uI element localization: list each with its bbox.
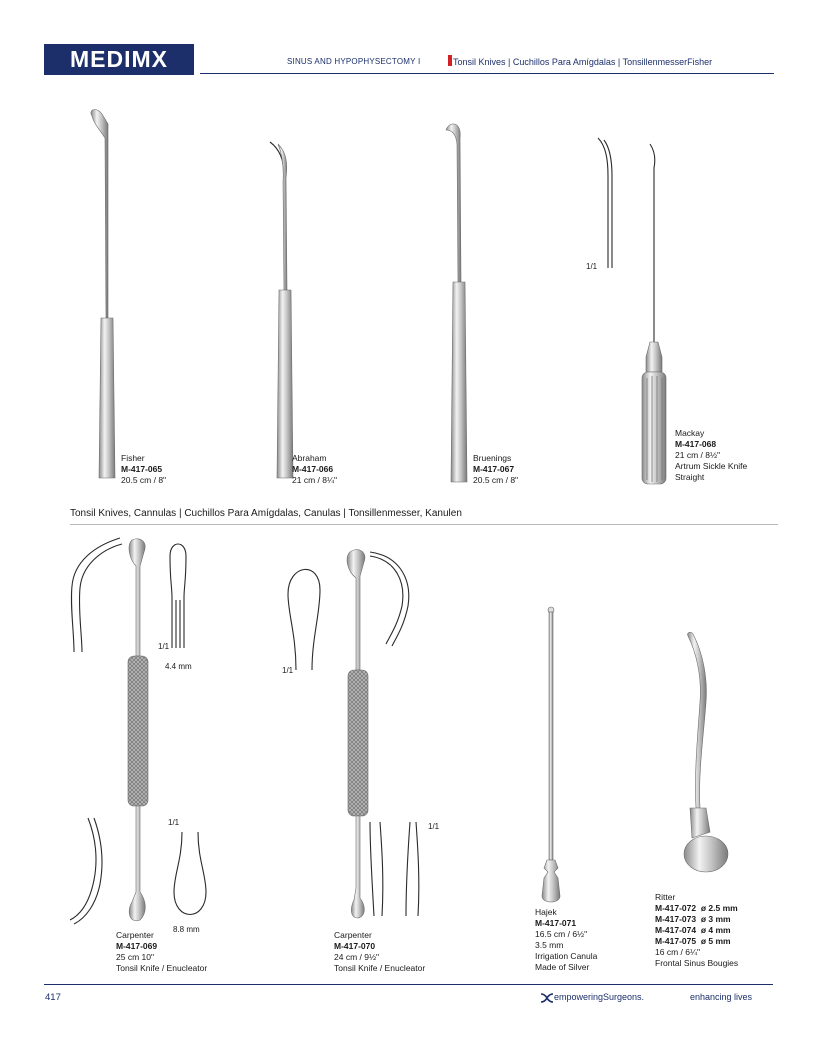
- hajek-size: 16.5 cm / 6½": [535, 929, 588, 939]
- carpenter2-bottom-lines-image: [366, 820, 446, 920]
- hajek-desc2: Made of Silver: [535, 962, 590, 972]
- bruenings-instrument-image: [440, 122, 480, 482]
- ritter-desc: Frontal Sinus Bougies: [655, 958, 739, 968]
- logo-text: MEDIMX: [70, 46, 168, 72]
- ritter-item-1: [655, 903, 738, 914]
- carpenter2-name: Carpenter: [334, 930, 372, 940]
- footer-rule: [44, 984, 773, 985]
- fisher-caption: [121, 453, 166, 486]
- medimx-mark-icon: [540, 993, 554, 1003]
- ritter-code-4: M-417-075: [655, 936, 697, 946]
- hajek-dim: 3.5 mm: [535, 940, 564, 950]
- carpenter1-scale-top: 1/1: [158, 642, 170, 651]
- ritter-item-2: [655, 914, 738, 925]
- mackay-code: M-417-068: [675, 439, 717, 449]
- page-number: 417: [45, 992, 61, 1003]
- abraham-caption: [292, 453, 337, 486]
- fisher-name: Fisher: [121, 453, 145, 463]
- mackay-desc1: Artrum Sickle Knife: [675, 461, 748, 471]
- carpenter2-top-tip-image: [286, 554, 326, 674]
- ritter-code-2: M-417-073: [655, 914, 697, 924]
- carpenter2-scale-bottom: 1/1: [428, 822, 440, 831]
- carpenter1-top-curve-image: [64, 536, 124, 656]
- footer-slogan: empoweringSurgeons.: [554, 992, 645, 1002]
- bruenings-size: 20.5 cm / 8": [473, 475, 519, 485]
- carpenter2-desc: Tonsil Knife / Enucleator: [334, 963, 426, 973]
- carpenter2-size: 24 cm / 9½": [334, 952, 380, 962]
- ritter-name: Ritter: [655, 892, 676, 902]
- carpenter1-desc: Tonsil Knife / Enucleator: [116, 963, 208, 973]
- carpenter1-name: Carpenter: [116, 930, 154, 940]
- section-rule: [70, 524, 778, 525]
- carpenter2-scale-top: 1/1: [282, 666, 294, 675]
- ritter-size: 16 cm / 6¼": [655, 947, 701, 957]
- mackay-scale: 1/1: [586, 262, 598, 271]
- ritter-dim-3: ø 4 mm: [700, 925, 731, 935]
- abraham-size: 21 cm / 8¼": [292, 475, 338, 485]
- mackay-name: Mackay: [675, 428, 705, 438]
- hajek-code: M-417-071: [535, 918, 577, 928]
- carpenter1-top-tip-image: [168, 536, 188, 656]
- mackay-instrument-image: [632, 142, 672, 488]
- abraham-code: M-417-066: [292, 464, 334, 474]
- fisher-size: 20.5 cm / 8": [121, 475, 167, 485]
- carpenter2-side-curve-image: [368, 550, 418, 650]
- carpenter1-bottom-curve-image: [68, 816, 108, 926]
- ritter-instrument-image: [672, 632, 742, 882]
- header-rule: [200, 73, 774, 74]
- carpenter1-size: 25 cm 10": [116, 952, 154, 962]
- bruenings-caption: [473, 453, 518, 486]
- section-title: Tonsil Knives, Cannulas | Cuchillos Para Amígdalas, Canulas | Tonsillenmesser, Kanulen: [70, 508, 462, 519]
- carpenter1-caption: [116, 930, 207, 974]
- ritter-item-3: [655, 925, 738, 936]
- bruenings-name: Bruenings: [473, 453, 512, 463]
- bruenings-code: M-417-067: [473, 464, 515, 474]
- hajek-instrument-image: [536, 606, 566, 906]
- ritter-code-1: M-417-072: [655, 903, 697, 913]
- carpenter1-dim-bottom: 8.8 mm: [173, 925, 200, 934]
- fisher-code: M-417-065: [121, 464, 163, 474]
- hajek-caption: [535, 907, 597, 973]
- footer-tagline: enhancing lives: [690, 992, 753, 1002]
- carpenter1-bottom-tip-image: [172, 830, 208, 925]
- carpenter2-code: M-417-070: [334, 941, 376, 951]
- fisher-instrument-image: [80, 108, 140, 488]
- mackay-size: 21 cm / 8½": [675, 450, 721, 460]
- header-title: Tonsil Knives | Cuchillos Para Amígdalas | TonsillenmesserFisher: [453, 57, 713, 67]
- ritter-dim-1: ø 2.5 mm: [700, 903, 738, 913]
- carpenter1-code: M-417-069: [116, 941, 158, 951]
- carpenter1-scale-bottom: 1/1: [168, 818, 180, 827]
- hajek-desc1: Irrigation Canula: [535, 951, 598, 961]
- mackay-desc2: Straight: [675, 472, 705, 482]
- ritter-item-4: [655, 936, 738, 947]
- medimx-logo: [44, 44, 194, 75]
- carpenter2-caption: [334, 930, 425, 974]
- hajek-name: Hajek: [535, 907, 557, 917]
- header-marker: [448, 55, 452, 66]
- mackay-detail-image: [596, 136, 626, 276]
- abraham-instrument-image: [264, 138, 304, 478]
- ritter-dim-4: ø 5 mm: [700, 936, 731, 946]
- ritter-dim-2: ø 3 mm: [700, 914, 731, 924]
- carpenter1-dim-top: 4.4 mm: [165, 662, 192, 671]
- header-section: SINUS AND HYPOPHYSECTOMY I: [287, 57, 421, 66]
- ritter-code-3: M-417-074: [655, 925, 697, 935]
- abraham-name: Abraham: [292, 453, 327, 463]
- ritter-caption: [655, 892, 738, 969]
- carpenter1-instrument-image: [118, 536, 158, 926]
- mackay-caption: [675, 428, 747, 483]
